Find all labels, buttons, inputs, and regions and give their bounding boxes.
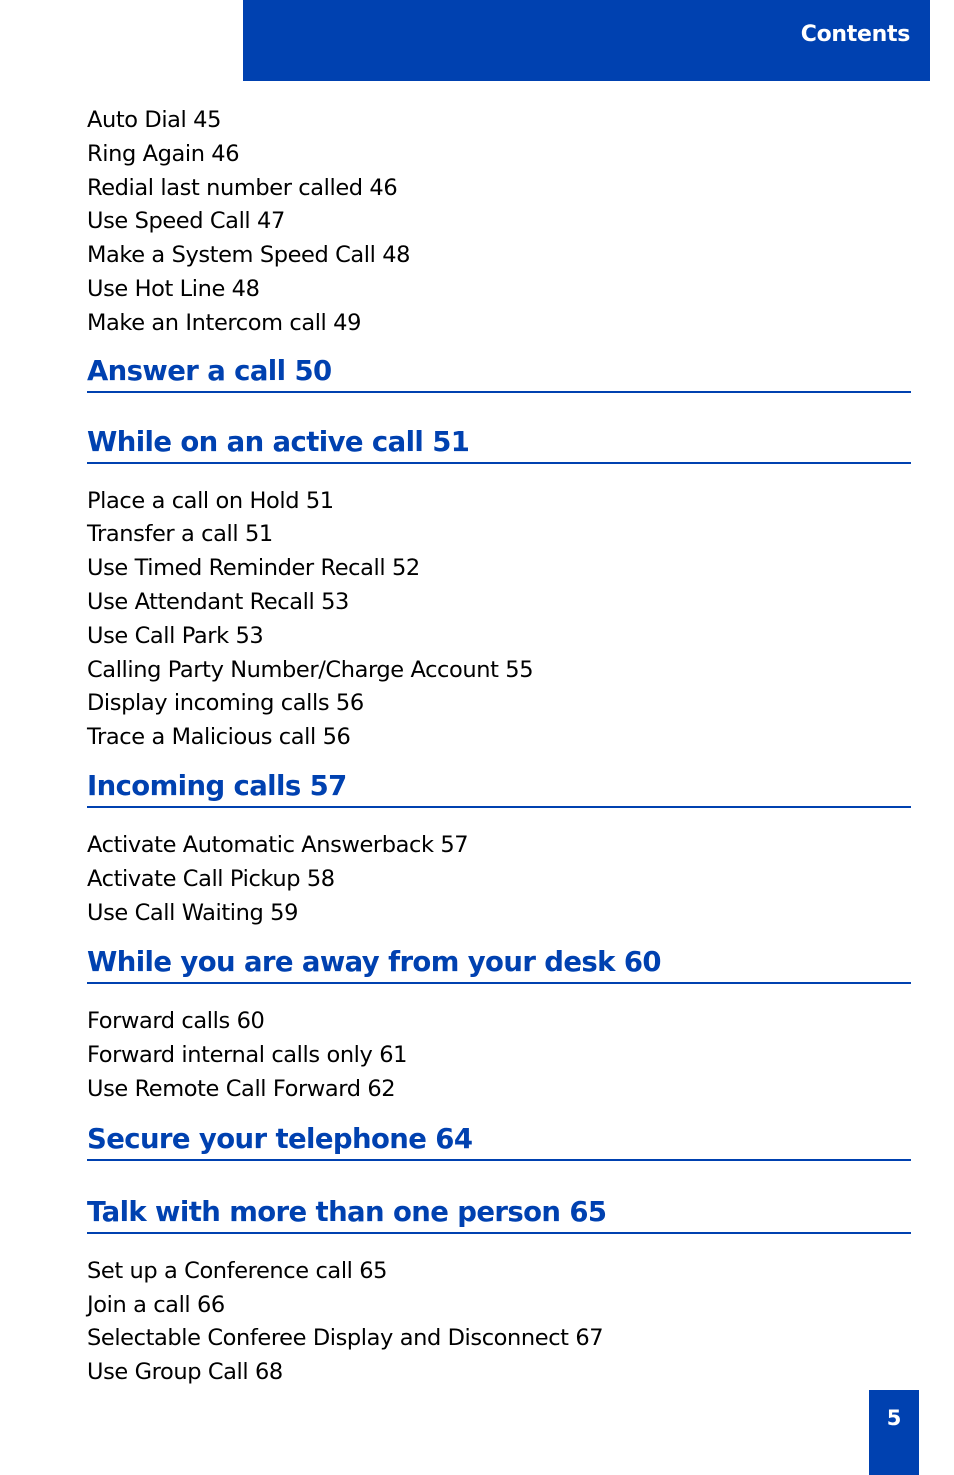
toc-entry-ring-again[interactable]: Ring Again 46 [87, 140, 240, 167]
toc-entry-answerback[interactable]: Activate Automatic Answerback 57 [87, 831, 469, 858]
toc-entry-forward-calls[interactable]: Forward calls 60 [87, 1008, 265, 1035]
section-gap [87, 808, 911, 829]
section-gap [87, 984, 911, 1005]
toc-entry-group-call[interactable]: Use Group Call 68 [87, 1359, 283, 1386]
toc-heading-talk-multiple[interactable] [87, 1161, 911, 1234]
heading-label: Incoming calls 57 [87, 769, 347, 802]
toc-entry-transfer[interactable]: Transfer a call 51 [87, 521, 273, 548]
toc-entry-conference-call[interactable]: Set up a Conference call 65 [87, 1257, 388, 1284]
toc-entry-hot-line[interactable]: Use Hot Line 48 [87, 275, 260, 302]
toc-entry-speed-call[interactable]: Use Speed Call 47 [87, 208, 285, 235]
toc-heading-away-from-desk[interactable] [87, 930, 911, 984]
toc-entry-call-waiting[interactable]: Use Call Waiting 59 [87, 899, 298, 926]
heading-label: Talk with more than one person 65 [87, 1195, 607, 1228]
toc-heading-incoming-calls[interactable] [87, 755, 911, 808]
toc-entry-timed-reminder[interactable]: Use Timed Reminder Recall 52 [87, 555, 420, 582]
toc-entry-remote-forward[interactable]: Use Remote Call Forward 62 [87, 1075, 396, 1102]
toc-entry-call-park[interactable]: Use Call Park 53 [87, 622, 264, 649]
page-number: 5 [886, 1406, 902, 1430]
toc-heading-answer-call[interactable] [87, 341, 911, 393]
toc-entry-display-incoming[interactable]: Display incoming calls 56 [87, 690, 364, 717]
table-of-contents [87, 104, 911, 1390]
toc-entry-calling-party[interactable]: Calling Party Number/Charge Account 55 [87, 656, 534, 683]
heading-label: While on an active call 51 [87, 425, 470, 458]
toc-entry-intercom-call[interactable]: Make an Intercom call 49 [87, 309, 361, 336]
section-gap [87, 464, 911, 485]
page-number-badge [869, 1390, 919, 1475]
toc-entry-conferee-display[interactable]: Selectable Conferee Display and Disconnect 67 [87, 1325, 604, 1352]
toc-heading-active-call[interactable] [87, 393, 911, 464]
toc-entry-attendant-recall[interactable]: Use Attendant Recall 53 [87, 588, 349, 615]
heading-label: Answer a call 50 [87, 354, 332, 387]
toc-entry-redial[interactable]: Redial last number called 46 [87, 174, 398, 201]
heading-label: While you are away from your desk 60 [87, 946, 661, 979]
section-title: Contents [800, 22, 910, 47]
toc-entry-forward-internal[interactable]: Forward internal calls only 61 [87, 1042, 408, 1069]
toc-entry-join-call[interactable]: Join a call 66 [87, 1291, 225, 1318]
toc-heading-secure-telephone[interactable] [87, 1107, 911, 1161]
toc-entry-hold[interactable]: Place a call on Hold 51 [87, 487, 334, 514]
toc-entry-system-speed-call[interactable]: Make a System Speed Call 48 [87, 242, 411, 269]
toc-entry-auto-dial[interactable]: Auto Dial 45 [87, 107, 221, 133]
section-gap [87, 1234, 911, 1255]
heading-label: Secure your telephone 64 [87, 1122, 473, 1155]
header-band [243, 0, 930, 81]
toc-entry-call-pickup[interactable]: Activate Call Pickup 58 [87, 865, 335, 892]
toc-entry-trace-malicious[interactable]: Trace a Malicious call 56 [87, 724, 351, 751]
